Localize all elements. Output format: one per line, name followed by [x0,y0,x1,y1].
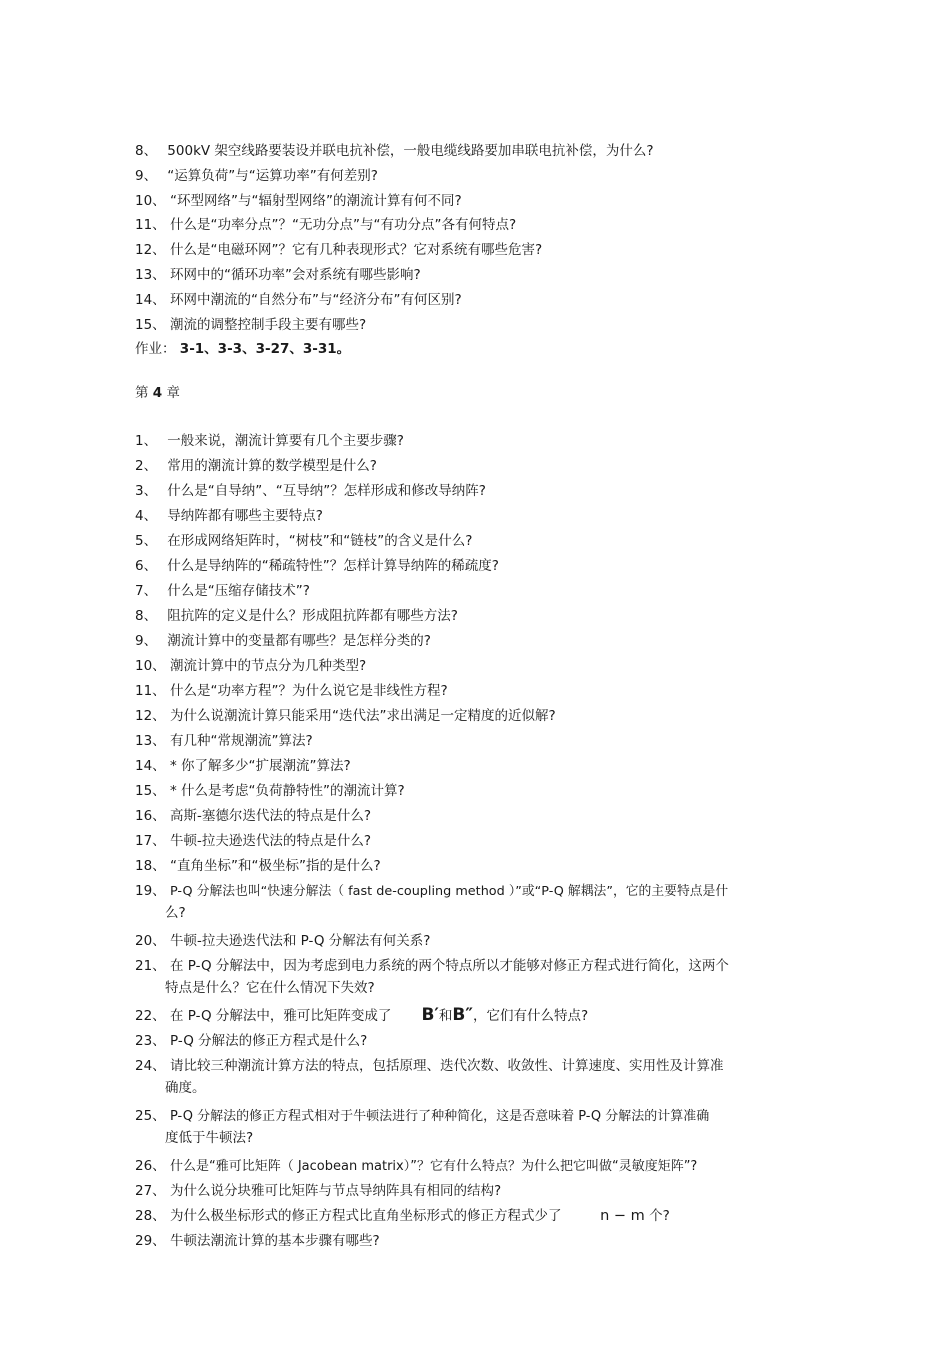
question-item [135,856,850,877]
question-number: 8、 [135,608,158,624]
question-text: 环网中的“循环功率”会对系统有哪些影响? [169,267,421,283]
question-text: 什么是“功率方程”？为什么说它是非线性方程? [169,683,448,699]
question-text: “直角坐标”和“极坐标”指的是什么? [169,858,381,874]
question-text: 牛顿-拉夫逊迭代法的特点是什么? [169,833,372,849]
question-item [135,1056,850,1077]
question-number: 12、 [135,242,166,258]
question-text: 为什么说潮流计算只能采用“迭代法”求出满足一定精度的近似解? [169,708,556,724]
question-text: 什么是“雅可比矩阵（ Jacobean matrix）”？它有什么特点？为什么把它叫做“灵敏度矩阵”? [169,1159,698,1174]
question-text: 为什么极坐标形式的修正方程式比直角坐标形式的修正方程式少了 [169,1208,562,1224]
question-number: 24、 [135,1058,166,1074]
question-text: 一般来说，潮流计算要有几个主要步骤? [167,433,404,449]
question-number: 10、 [135,193,166,209]
question-text: 高斯-塞德尔迭代法的特点是什么? [169,808,372,824]
question-text: 潮流计算中的变量都有哪些？是怎样分类的? [167,633,431,649]
question-number: 15、 [135,783,166,799]
question-text: P-Q 分解法的修正方程式是什么? [169,1033,368,1049]
question-text: 在 P-Q 分解法中，雅可比矩阵变成了 [169,1008,392,1024]
question-text: 请比较三种潮流计算方法的特点，包括原理、迭代次数、收敛性、计算速度、实用性及计算准 [169,1058,724,1074]
question-item [135,531,850,552]
question-number: 9、 [135,633,158,649]
question-item [135,431,850,452]
question-continuation: 么? [165,905,186,921]
question-text: * 什么是考虑“负荷静特性”的潮流计算? [169,783,405,799]
question-text: 在形成网络矩阵时，“树枝”和“链枝”的含义是什么? [167,533,473,549]
homework-line [135,339,350,360]
question-item [135,141,850,162]
question-item [135,1206,850,1227]
question-number: 6、 [135,558,158,574]
conjunction-text: 和 [438,1008,453,1024]
question-item [135,606,850,627]
question-number: 4、 [135,508,158,524]
question-text: 有几种“常规潮流”算法? [169,733,313,749]
question-number: 26、 [135,1158,166,1174]
question-number: 8、 [135,143,158,159]
math-expression: n − m [600,1208,645,1224]
question-text: 什么是“压缩存储技术”? [167,583,310,599]
question-text: 潮流的调整控制手段主要有哪些? [169,317,367,333]
question-number: 13、 [135,267,166,283]
question-number: 13、 [135,733,166,749]
question-item [135,315,850,336]
question-item [135,215,850,236]
question-number: 3、 [135,483,158,499]
homework-items: 3-1、3-3、3-27、3-31。 [179,341,351,357]
question-continuation: 确度。 [165,1080,206,1096]
matrix-b-double-prime: B″ [452,1005,473,1025]
question-number: 19、 [135,883,166,899]
question-text: 在 P-Q 分解法中，因为考虑到电力系统的两个特点所以才能够对修正方程式进行简化，这两个 [169,958,729,974]
question-item [135,656,850,677]
question-text: 牛顿法潮流计算的基本步骤有哪些? [169,1233,380,1249]
question-number: 12、 [135,708,166,724]
question-item [135,556,850,577]
question-text: 500kV 架空线路要装设并联电抗补偿，一般电缆线路要加串联电抗补偿，为什么? [167,143,654,159]
question-number: 11、 [135,217,166,233]
question-text: 为什么说分块雅可比矩阵与节点导纳阵具有相同的结构? [169,1183,502,1199]
question-item [135,1031,850,1052]
question-item [135,265,850,286]
chapter-heading [135,383,180,404]
question-text: 阻抗阵的定义是什么？形成阻抗阵都有哪些方法? [167,608,458,624]
question-item [135,581,850,602]
question-text: P-Q 分解法的修正方程式相对于牛顿法进行了种种简化，这是否意味着 P-Q 分解法的计算准确 [169,1109,710,1124]
question-number: 28、 [135,1208,166,1224]
question-text: “运算负荷”与“运算功率”有何差别? [167,168,378,184]
chapter-number: 4 [152,385,163,401]
question-number: 20、 [135,933,166,949]
question-number: 25、 [135,1108,166,1124]
question-number: 11、 [135,683,166,699]
chapter-prefix: 第 [135,385,149,401]
question-text: 什么是“电磁环网”？它有几种表现形式？它对系统有哪些危害? [169,242,543,258]
question-item [135,1181,850,1202]
question-text-tail: 个? [649,1208,670,1224]
question-item [135,831,850,852]
matrix-b-prime: B′ [421,1005,439,1025]
question-item [135,166,850,187]
question-number: 15、 [135,317,166,333]
question-text: 潮流计算中的节点分为几种类型? [169,658,367,674]
question-item [135,1005,850,1027]
question-text: * 你了解多少“扩展潮流”算法? [169,758,351,774]
question-text: 环网中潮流的“自然分布”与“经济分布”有何区别? [169,292,462,308]
question-number: 14、 [135,292,166,308]
question-text: P-Q 分解法也叫“快速分解法（ fast de-coupling method ）”或“P-Q 解耦法”，它的主要特点是什 [169,884,729,899]
question-item [135,290,850,311]
question-item [135,756,850,777]
question-text: 什么是“功率分点”？“无功分点”与“有功分点”各有何特点? [169,217,517,233]
question-number: 17、 [135,833,166,849]
question-number: 29、 [135,1233,166,1249]
question-text-tail: ，它们有什么特点? [472,1008,589,1024]
question-number: 7、 [135,583,158,599]
question-text: 什么是“自导纳”、“互导纳”？怎样形成和修改导纳阵? [167,483,486,499]
question-item [135,1106,850,1127]
question-item [135,881,850,902]
question-text: “环型网络”与“辐射型网络”的潮流计算有何不同? [169,193,462,209]
question-item [135,731,850,752]
question-number: 16、 [135,808,166,824]
question-item [135,506,850,527]
chapter-suffix: 章 [166,385,180,401]
question-continuation: 特点是什么？它在什么情况下失效? [165,980,375,996]
question-number: 9、 [135,168,158,184]
question-text: 什么是导纳阵的“稀疏特性”？怎样计算导纳阵的稀疏度? [167,558,499,574]
question-item [135,931,850,952]
question-number: 27、 [135,1183,166,1199]
question-number: 1、 [135,433,158,449]
question-item [135,1156,850,1177]
question-item [135,781,850,802]
homework-label: 作业： [135,341,176,357]
question-item [135,806,850,827]
question-number: 2、 [135,458,158,474]
question-item [135,631,850,652]
question-item [135,191,850,212]
question-number: 5、 [135,533,158,549]
question-continuation: 度低于牛顿法? [165,1130,254,1146]
question-item [135,1231,850,1252]
question-number: 22、 [135,1008,166,1024]
question-text: 牛顿-拉夫逊迭代法和 P-Q 分解法有何关系? [169,933,431,949]
question-item [135,456,850,477]
question-number: 21、 [135,958,166,974]
question-item [135,956,850,977]
question-number: 18、 [135,858,166,874]
question-item [135,706,850,727]
question-text: 常用的潮流计算的数学模型是什么? [167,458,377,474]
question-item [135,240,850,261]
question-number: 10、 [135,658,166,674]
question-number: 14、 [135,758,166,774]
question-item [135,481,850,502]
question-text: 导纳阵都有哪些主要特点? [167,508,323,524]
question-number: 23、 [135,1033,166,1049]
question-item [135,681,850,702]
